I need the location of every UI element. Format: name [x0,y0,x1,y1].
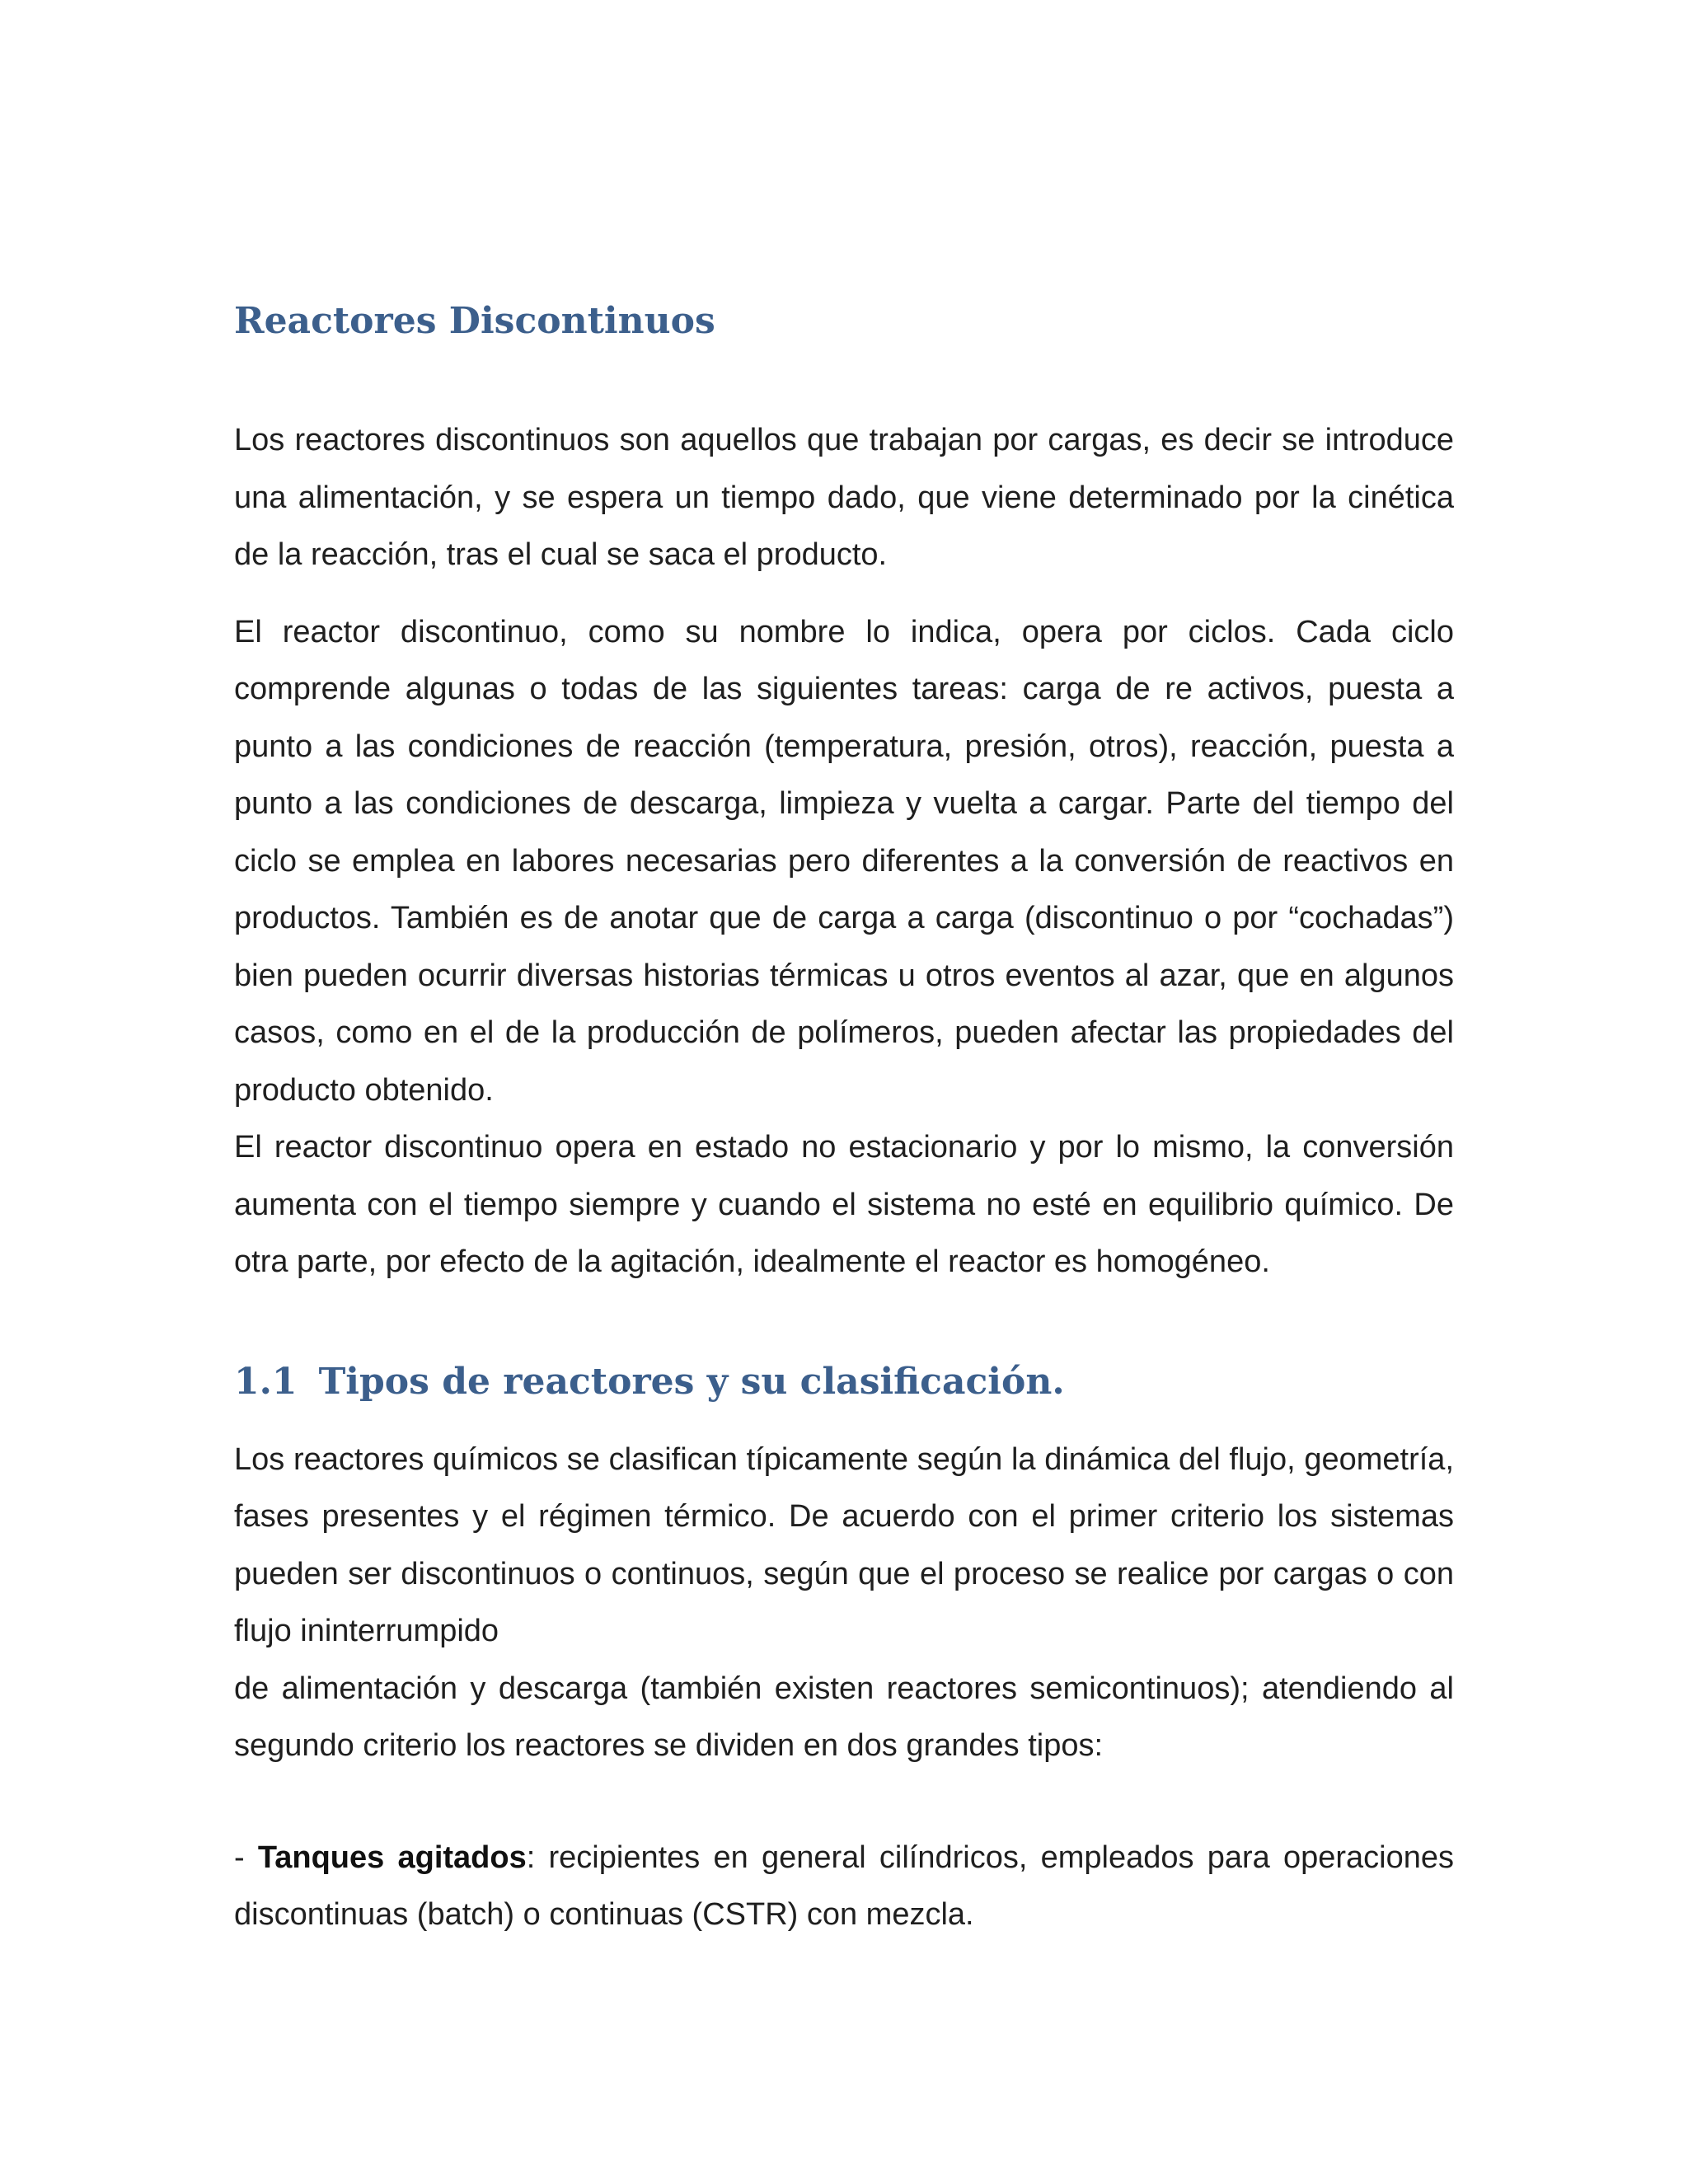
section-heading [234,1357,1454,1407]
state-paragraph: El reactor discontinuo opera en estado no estacionario y por lo mismo, la conversión aumenta con el tiempo siempre y cuando el sistema no esté en equilibrio químico. De otra parte, por efecto de la agitación, idealmente el reactor es homogéneo. [234,1130,1454,1279]
page-title: Reactores Discontinuos [234,300,715,342]
document-content [234,297,1454,1944]
classification-paragraph-a: Los reactores químicos se clasifican típicamente según la dinámica del flujo, geometría, fases presentes y el régimen térmico. De acuerdo con el primer criterio los sistemas pueden ser discontinuos o continuos, según que el proceso se realice por cargas o con flujo ininterrumpido [234,1441,1454,1648]
list-item [234,1830,1454,1944]
list-term: Tanques agitados [257,1840,527,1875]
list-colon: : [526,1840,536,1875]
intro-paragraph: Los reactores discontinuos son aquellos que trabajan por cargas, es decir se introduce una alimentación, y se espera un tiempo dado, que viene determinado por la cinética de la reacción, tras el cual se saca el producto. [234,423,1454,572]
list-description: recipientes en general cilíndricos, empleados para operaciones discontinuas (batch) o continuas (CSTR) con mezcla. [234,1840,1454,1932]
section-title: Tipos de reactores y su clasificación. [318,1360,1065,1403]
classification-paragraph-b: de alimentación y descarga (también existen reactores semicontinuos); atendiendo al segundo criterio los reactores se dividen en dos grandes tipos: [234,1671,1454,1763]
cycle-paragraph: El reactor discontinuo, como su nombre lo indica, opera por ciclos. Cada ciclo comprende algunas o todas de las siguientes tareas: carga de re activos, puesta a punto a las condiciones de reacción (temperatura, presión, otros), reacción, puesta a punto a las condiciones de descarga, limpieza y vuelta a cargar. Parte del tiempo del ciclo se emplea en labores necesarias pero diferentes a la conversión de reactivos en productos. También es de anotar que de carga a carga (discontinuo o por “cochadas”) bien pueden ocurrir diversas historias térmicas u otros eventos al azar, que en algunos casos, como en el de la producción de polímeros, pueden afectar las propiedades del producto obtenido. [234,614,1454,1108]
list-dash: - [234,1840,245,1875]
section-number: 1.1 [234,1360,298,1403]
